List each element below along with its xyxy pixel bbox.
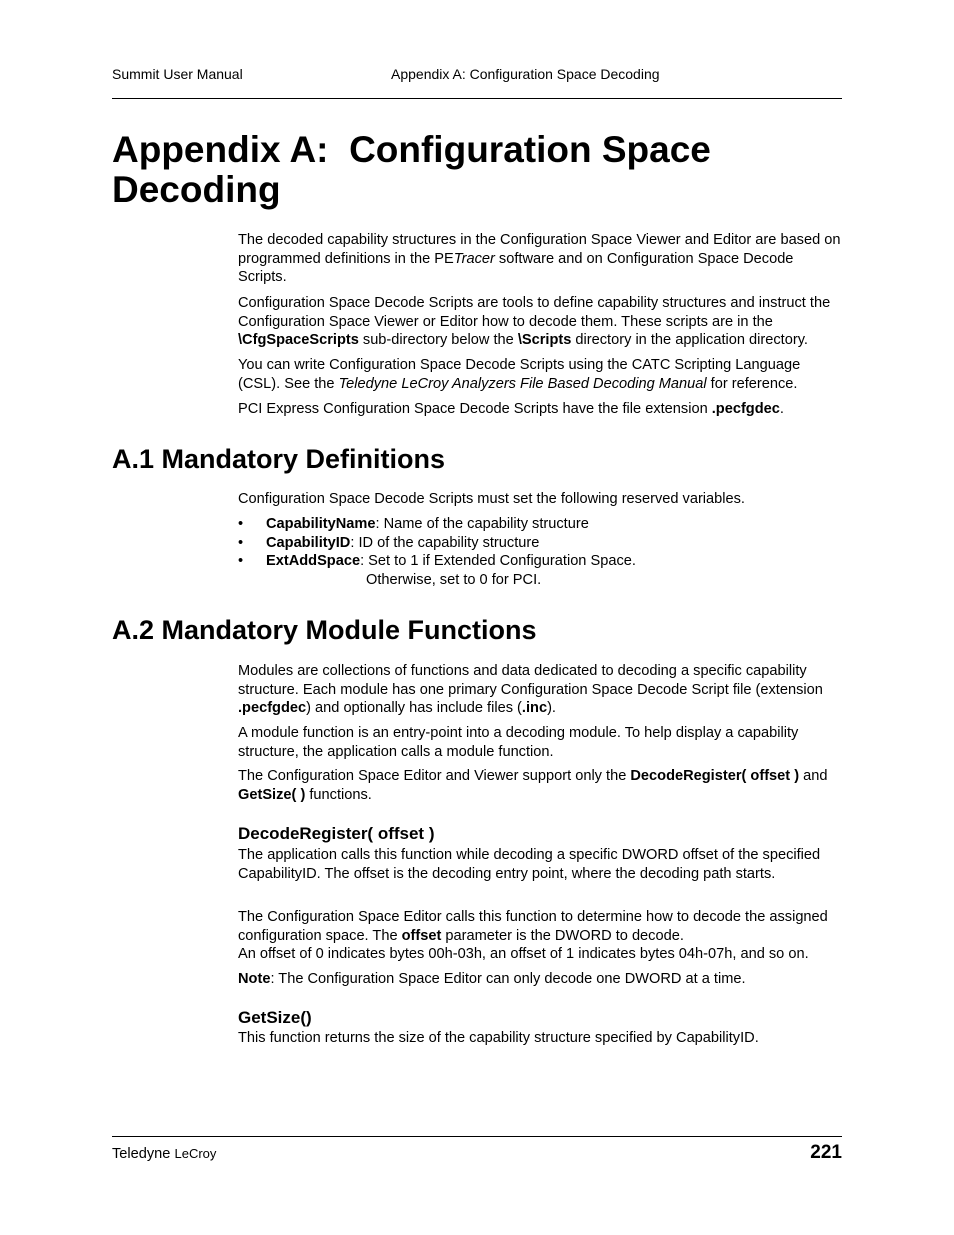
intro-p4-text-c: . — [779, 401, 784, 417]
list-item-term: ExtAddSpace — [266, 553, 361, 569]
intro-p4-text-a: PCI Express Configuration Space Decode Scripts have the file extension — [238, 401, 712, 417]
list-item-continuation-text: Otherwise, set to 0 for PCI. — [366, 572, 542, 588]
page-title — [112, 130, 842, 210]
header-chapter-title: Appendix A: Configuration Space Decoding — [391, 66, 660, 82]
note-label: Note — [238, 971, 271, 987]
intro-p3-manual-ref: Teledyne LeCroy Analyzers File Based Decoding Manual — [338, 375, 707, 392]
header-manual-title: Summit User Manual — [112, 66, 243, 82]
intro-p2-text-a: Configuration Space Decode Scripts are tools to define capability structures and instruct the Configuration Space Viewer or Editor how to decode them. These scripts are in the — [238, 295, 831, 330]
page-title-line1: Appendix A: Configuration Space — [112, 129, 711, 170]
list-item-text — [266, 552, 636, 571]
section2-p1-include-ext: .inc — [521, 700, 548, 717]
list-item-desc: : Set to 1 if Extended Configuration Space. — [360, 553, 636, 569]
intro-paragraph-4 — [238, 400, 844, 419]
section2-paragraph-1 — [238, 662, 844, 718]
intro-paragraph-3 — [238, 356, 844, 393]
section2-p3-func-decode: DecodeRegister( offset ) — [630, 768, 800, 784]
list-item-continuation — [366, 571, 541, 590]
intro-p1-text-c: software and on Configuration Space Decode Scripts. — [238, 250, 794, 286]
section2-p1-text-e: ). — [547, 700, 556, 717]
list-item-term: CapabilityID — [266, 535, 351, 551]
intro-paragraph-1 — [238, 231, 844, 287]
footer-company-name-small: LeCroy — [174, 1146, 217, 1161]
intro-p3-text-a: You can write Configuration Space Decode Scripts using the CATC Scripting Language (CSL). See the — [238, 357, 801, 392]
intro-p1-text-a: The decoded capability structures in the Configuration Space Viewer and Editor are based on programmed definitions in the PE — [238, 232, 841, 267]
decoderegister-p2-text-d: An offset of 0 indicates bytes 00h-03h, an offset of 1 indicates bytes 04h-07h, and so on. — [238, 946, 809, 963]
subsection-heading-decoderegister: DecodeRegister( offset ) — [238, 824, 435, 843]
note-text: : The Configuration Space Editor can only decode one DWORD at a time. — [270, 971, 746, 987]
list-item-text — [266, 534, 539, 553]
intro-p2-text-e: directory in the application directory. — [571, 332, 808, 349]
bullet-marker: • — [238, 553, 244, 569]
decoderegister-note — [238, 970, 844, 989]
intro-p1-product: Tracer — [453, 250, 495, 267]
footer-company — [112, 1146, 216, 1162]
list-item-text — [266, 515, 589, 534]
page-title-line2: Decoding — [112, 169, 281, 210]
list-item-term: CapabilityName — [266, 516, 376, 532]
decoderegister-paragraph-2 — [238, 908, 844, 964]
page-number: 221 — [810, 1142, 842, 1163]
section2-p1-text-c: ) and optionally has include files ( — [306, 700, 522, 717]
section2-paragraph-3 — [238, 767, 844, 804]
section-heading-a2: A.2 Mandatory Module Functions — [112, 615, 537, 645]
decoderegister-p2-text-a: The Configuration Space Editor calls this function to determine how to decode the assigned configuration space. The — [238, 909, 828, 944]
intro-p3-text-c: for reference. — [706, 375, 798, 392]
subsection-heading-getsize: GetSize() — [238, 1008, 312, 1027]
intro-p2-dir-cfg: \CfgSpaceScripts — [238, 332, 359, 349]
section2-paragraph-2: A module function is an entry-point into a decoding module. To help display a capability structure, the application calls a module function. — [238, 725, 799, 760]
list-item-desc: : ID of the capability structure — [350, 535, 540, 551]
section2-p3-text-e: functions. — [305, 786, 372, 803]
section2-p1-extension: .pecfgdec — [238, 700, 307, 717]
decoderegister-p2-text-c: parameter is the DWORD to decode. — [441, 927, 684, 944]
footer-company-name: Teledyne — [112, 1146, 171, 1162]
intro-paragraph-2 — [238, 294, 844, 350]
footer-divider — [112, 1136, 842, 1137]
section2-p3-func-getsize: GetSize( ) — [238, 786, 306, 803]
bullet-marker: • — [238, 535, 244, 551]
section1-paragraph: Configuration Space Decode Scripts must set the following reserved variables. — [238, 491, 745, 507]
intro-p2-dir-scripts: \Scripts — [517, 332, 572, 349]
bullet-marker: • — [238, 516, 244, 532]
decoderegister-paragraph-1: The application calls this function while decoding a specific DWORD offset of the specified CapabilityID. The offset is the decoding entry point, where the decoding path starts. — [238, 847, 821, 882]
section2-p1-text-a: Modules are collections of functions and data dedicated to decoding a specific capability structure. Each module has one primary Configuration Space Decode Script file (extension — [238, 663, 823, 698]
section-heading-a1: A.1 Mandatory Definitions — [112, 444, 446, 474]
decoderegister-p2-offset: offset — [401, 927, 442, 944]
header-divider — [112, 98, 842, 99]
section2-p3-text-c: and — [799, 768, 828, 784]
intro-p4-extension: .pecfgdec — [711, 401, 780, 417]
intro-p2-text-c: sub-directory below the — [358, 332, 518, 349]
list-item-desc: : Name of the capability structure — [375, 516, 589, 532]
getsize-paragraph: This function returns the size of the capability structure specified by CapabilityID. — [238, 1030, 759, 1046]
section2-p3-text-a: The Configuration Space Editor and Viewer support only the — [238, 768, 631, 784]
